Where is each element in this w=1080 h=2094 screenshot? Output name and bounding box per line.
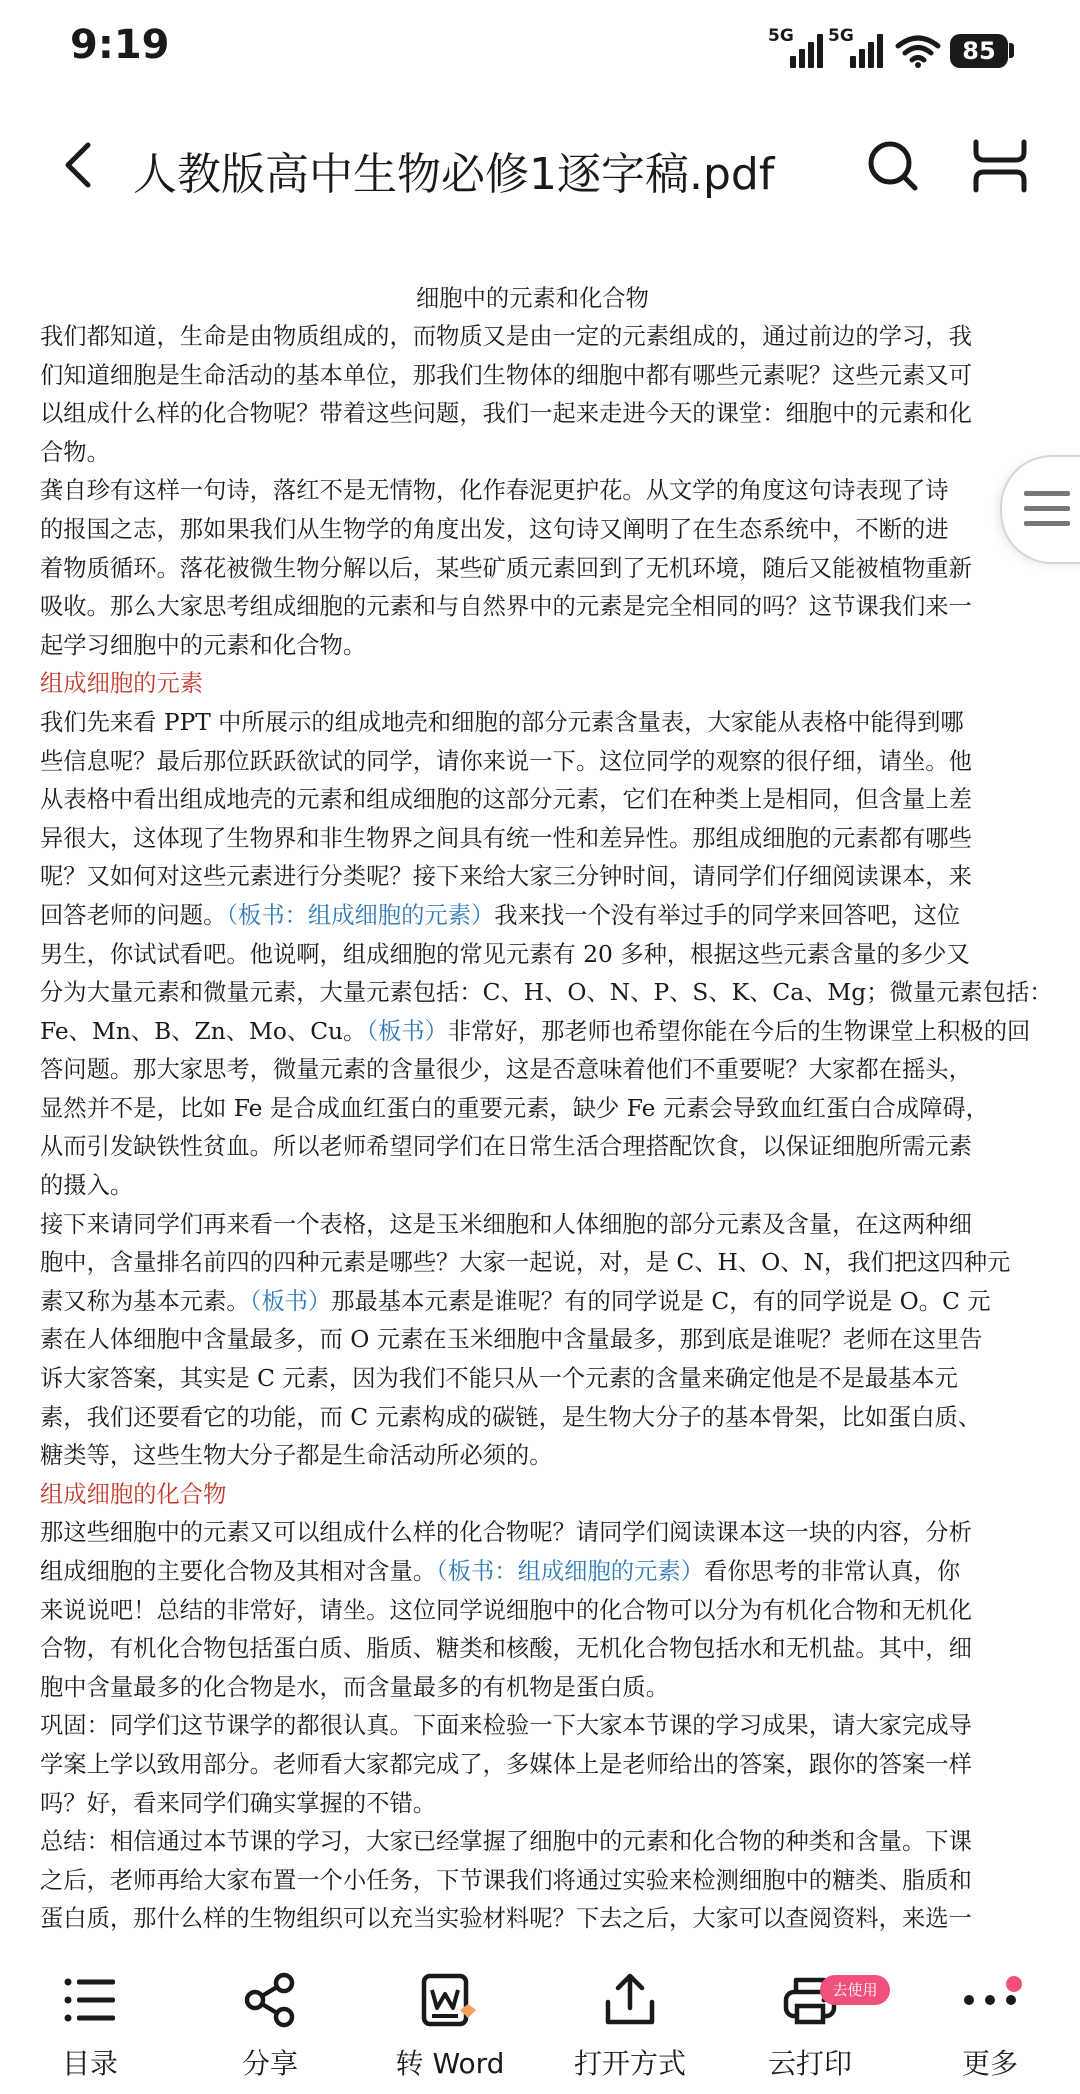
doc-line <box>40 974 1053 1013</box>
toolbar-label: 打开方式 <box>573 2047 686 2080</box>
blackboard-note: （板书：组成细胞的元素） <box>436 1558 704 1585</box>
cellular-signal-icon-2: 5G <box>828 28 888 68</box>
doc-heading: 细胞中的元素和化合物 <box>416 285 649 312</box>
doc-line <box>40 1746 1025 1785</box>
doc-line <box>40 936 1025 975</box>
doc-text: 以组成什么样的化合物呢？带着这些问题，我们一起来走进今天的课堂：细胞中的元素和化 <box>40 400 972 428</box>
toolbar-label: 更多 <box>961 2047 1018 2080</box>
app-header <box>0 110 1080 220</box>
doc-body <box>40 318 1053 1978</box>
doc-text: 显然并不是，比如 Fe 是合成血红蛋白的重要元素，缺少 Fe 元素会导致血红蛋白合成障碍， <box>40 1094 989 1122</box>
doc-line <box>40 1862 1025 1901</box>
doc-text: 我来找一个没有举过手的同学来回答吧，这位 <box>494 901 961 929</box>
doc-text: 吗？好，看来同学们确实掌握的不错。 <box>40 1789 437 1817</box>
doc-text: 们知道细胞是生命活动的基本单位，那我们生物体的细胞中都有哪些元素呢？这些元素又可 <box>40 361 972 389</box>
doc-text: 素在人体细胞中含量最多，而 O 元素在玉米细胞中含量最多，那到底是谁呢？老师在这里告 <box>40 1326 983 1354</box>
wifi-icon <box>895 34 941 68</box>
doc-text: 非常好，那老师也希望你能在今后的生物课堂上积极的回 <box>447 1017 1031 1045</box>
doc-text: 呢？又如何对这些元素进行分类呢？接下来给大家三分钟时间，请同学们仔细阅读课本，来 <box>40 863 972 891</box>
battery-tip <box>1009 43 1014 58</box>
doc-text: 起学习细胞中的元素和化合物。 <box>40 631 367 659</box>
status-bar <box>0 0 1080 110</box>
toolbar-more-button[interactable] <box>905 1942 1075 2094</box>
toolbar-label: 转 Word <box>395 2047 505 2080</box>
doc-line <box>40 1707 1025 1746</box>
toolbar-share-button[interactable] <box>185 1942 355 2094</box>
doc-text: 总结：相信通过本节课的学习，大家已经掌握了细胞中的元素和化合物的种类和含量。下课 <box>40 1828 972 1856</box>
fit-page-icon[interactable] <box>972 138 1028 194</box>
doc-text: 那这些细胞中的元素又可以组成什么样的化合物呢？请同学们阅读课本这一块的内容，分析 <box>40 1519 972 1547</box>
doc-line <box>40 472 1025 511</box>
doc-line <box>40 1283 1025 1322</box>
doc-text: 龚自珍有这样一句诗，落红不是无情物，化作春泥更护花。从文学的角度这句诗表现了诗 <box>40 477 949 505</box>
doc-line <box>40 1669 1025 1708</box>
print-promo-badge[interactable]: 去使用 <box>820 1975 890 2005</box>
open-with-icon <box>602 1972 658 2028</box>
bottom-toolbar <box>0 1942 1080 2094</box>
doc-line <box>40 1244 1025 1283</box>
doc-line <box>40 1592 1025 1631</box>
doc-text: 合物，有机化合物包括蛋白质、脂质、糖类和核酸，无机化合物包括水和无机盐。其中，细 <box>40 1635 972 1663</box>
doc-line <box>40 1553 1025 1592</box>
doc-line <box>40 665 1025 704</box>
toolbar-label: 目录 <box>61 2047 118 2080</box>
doc-line <box>40 1823 1025 1862</box>
doc-line <box>40 781 1025 820</box>
doc-line <box>40 1206 1025 1245</box>
doc-text: Fe、Mn、B、Zn、Mo、Cu。 <box>40 1017 367 1045</box>
toolbar-open-with-button[interactable] <box>545 1942 715 2094</box>
section-heading: 组成细胞的元素 <box>40 670 204 698</box>
doc-line <box>40 588 1025 627</box>
battery-indicator: 85 <box>950 34 1008 68</box>
doc-line <box>40 318 1025 357</box>
doc-text: 素又称为基本元素。 <box>40 1287 250 1315</box>
doc-text: 糖类等，这些生物大分子都是生命活动所必须的。 <box>40 1442 553 1470</box>
blackboard-note: （板书：组成细胞的元素） <box>226 901 495 929</box>
toolbar-label: 分享 <box>241 2047 298 2080</box>
share-icon <box>242 1972 298 2028</box>
doc-line <box>40 897 1025 936</box>
doc-text: 分为大量元素和微量元素，大量元素包括：C、H、O、N、P、S、K、Ca、Mg；微量元素包括： <box>40 979 1053 1007</box>
doc-text: 回答老师的问题。 <box>40 901 227 929</box>
toolbar-catalog-button[interactable] <box>5 1942 175 2094</box>
doc-text: 吸收。那么大家思考组成细胞的元素和与自然界中的元素是完全相同的吗？这节课我们来一 <box>40 593 972 621</box>
doc-text: 些信息呢？最后那位跃跃欲试的同学，请你来说一下。这位同学的观察的很仔细，请坐。他 <box>40 747 972 775</box>
doc-line <box>40 1321 1025 1360</box>
doc-text: 从而引发缺铁性贫血。所以老师希望同学们在日常生活合理搭配饮食，以保证细胞所需元素 <box>40 1133 972 1161</box>
doc-line <box>40 704 1025 743</box>
doc-line <box>40 434 1025 473</box>
doc-line <box>40 1090 1025 1129</box>
doc-text: 学案上学以致用部分。老师看大家都完成了，多媒体上是老师给出的答案，跟你的答案一样 <box>40 1750 972 1778</box>
doc-text: 胞中，含量排名前四的四种元素是哪些？大家一起说，对，是 C、H、O、N，我们把这四种元 <box>40 1249 1011 1277</box>
doc-line <box>40 395 1025 434</box>
doc-text: 组成细胞的主要化合物及其相对含量。 <box>40 1558 437 1585</box>
clock: 9:19 <box>70 22 170 68</box>
doc-line <box>40 1167 1025 1206</box>
list-icon <box>62 1972 118 2028</box>
doc-text: 那最基本元素是谁呢？有的同学说是 C，有的同学说是 O。C 元 <box>331 1287 991 1315</box>
doc-line <box>40 1514 1025 1553</box>
notification-dot <box>1006 1976 1022 1992</box>
cellular-signal-icon: 5G <box>768 28 828 68</box>
doc-line <box>40 1013 1031 1052</box>
doc-line <box>40 511 1025 550</box>
doc-text: 蛋白质，那什么样的生物组织可以充当实验材料呢？下去之后，大家可以查阅资料，来选一 <box>40 1905 972 1933</box>
doc-text: 巩固：同学们这节课学的都很认真。下面来检验一下大家本节课的学习成果，请大家完成导 <box>40 1712 972 1740</box>
doc-text: 我们先来看 PPT 中所展示的组成地壳和细胞的部分元素含量表，大家能从表格中能得到哪 <box>40 708 964 736</box>
doc-text: 从表格中看出组成地壳的元素和组成细胞的这部分元素，它们在种类上是相同，但含量上差 <box>40 786 972 814</box>
blackboard-note: （板书） <box>366 1017 448 1045</box>
doc-text: 答问题。那大家思考，微量元素的含量很少，这是否意味着他们不重要呢？大家都在摇头， <box>40 1056 972 1084</box>
doc-text: 我们都知道，生命是由物质组成的，而物质又是由一定的元素组成的，通过前边的学习，我 <box>40 323 972 350</box>
doc-line <box>40 743 1025 782</box>
doc-line <box>40 858 1025 897</box>
doc-line <box>40 820 1025 859</box>
doc-line <box>40 550 1025 589</box>
doc-line <box>40 1128 1025 1167</box>
doc-text: 诉大家答案，其实是 C 元素，因为我们不能只从一个元素的含量来确定他是不是最基本元 <box>40 1365 958 1393</box>
menu-icon <box>1024 491 1070 496</box>
doc-line <box>40 1051 1025 1090</box>
doc-text: 接下来请同学们再来看一个表格，这是玉米细胞和人体细胞的部分元素及含量，在这两种细 <box>40 1210 972 1238</box>
doc-line <box>40 1785 1025 1824</box>
doc-text: 胞中含量最多的化合物是水，而含量最多的有机物是蛋白质。 <box>40 1673 670 1701</box>
doc-text: 合物。 <box>40 438 110 466</box>
doc-text: 素，我们还要看它的功能，而 C 元素构成的碳链，是生物大分子的基本骨架，比如蛋白质、 <box>40 1403 982 1431</box>
pdf-page-content <box>40 280 1053 1978</box>
convert-word-icon <box>420 1972 480 2032</box>
doc-line <box>40 1630 1025 1669</box>
doc-text: 来说说吧！总结的非常好，请坐。这位同学说细胞中的化合物可以分为有机化合物和无机化 <box>40 1596 972 1624</box>
doc-text: 异很大，这体现了生物界和非生物界之间具有统一性和差异性。那组成细胞的元素都有哪些 <box>40 824 972 852</box>
doc-text: 之后，老师再给大家布置一个小任务，下节课我们将通过实验来检测细胞中的糖类、脂质和 <box>40 1866 972 1894</box>
doc-line <box>40 1360 1025 1399</box>
doc-line <box>40 627 1025 666</box>
doc-line <box>40 1476 1025 1515</box>
doc-line <box>40 357 1025 396</box>
doc-line <box>40 1437 1025 1476</box>
section-heading: 组成细胞的化合物 <box>40 1480 227 1508</box>
back-arrow-icon[interactable] <box>55 140 105 190</box>
doc-line <box>40 1399 1025 1438</box>
blackboard-note: （板书） <box>249 1287 332 1315</box>
search-icon[interactable] <box>865 138 921 194</box>
doc-text: 着物质循环。落花被微生物分解以后，某些矿质元素回到了无机环境，随后又能被植物重新 <box>40 554 972 582</box>
doc-text: 的报国之志，那如果我们从生物学的角度出发，这句诗又阐明了在生态系统中，不断的进 <box>40 515 949 543</box>
toolbar-convert-word-button[interactable] <box>365 1942 535 2094</box>
doc-text: 看你思考的非常认真，你 <box>703 1558 961 1585</box>
doc-text: 的摄入。 <box>40 1172 134 1200</box>
doc-text: 男生，你试试看吧。他说啊，组成细胞的常见元素有 20 多种，根据这些元素含量的多少又 <box>40 940 970 968</box>
doc-line <box>40 1900 1025 1939</box>
toolbar-label: 云打印 <box>767 2047 852 2080</box>
document-title: 人教版高中生物必修1逐字稿.pdf <box>133 149 775 200</box>
toolbar-cloud-print-button[interactable] <box>725 1942 895 2094</box>
